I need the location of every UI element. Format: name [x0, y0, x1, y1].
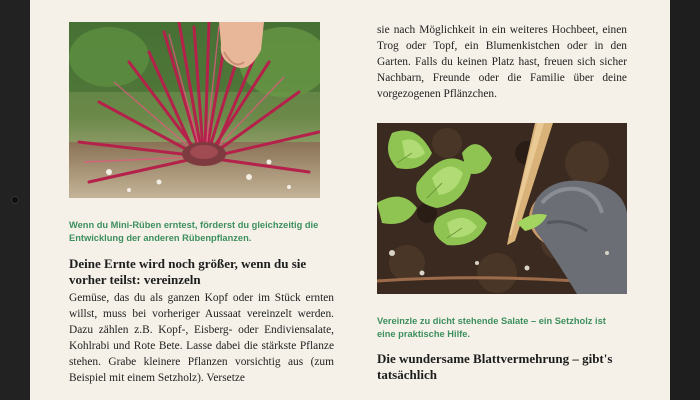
section-heading-blattvermehrung: Die wundersame Blattvermehrung – gibt's tatsächlich [377, 351, 613, 382]
lettuce-seedling-photo [377, 123, 627, 294]
tablet-bezel-left [0, 0, 30, 400]
body-paragraph-left: Gemüse, das du als ganzen Kopf oder im Stück ernten willst, muss bei vorheriger Aussaat vereinzelt werden. Dazu zählen z.B. Kopf-, Eisberg- oder Endiviensalate, Kohlrabi und Rote Bete. Lasse dabei die stärkste Pflanze stehen. Grabe kleinere Pflanzen vorsichtig aus (zum Beispiel mit einem Setzholz). Versetze [69, 292, 334, 384]
tablet-bezel-right [670, 0, 700, 400]
book-page [30, 0, 670, 400]
body-paragraph-right: sie nach Möglichkeit in ein weiteres Hochbeet, einen Trog oder Topf, ein Blumenkistchen oder in den Garten. Falls du keinen Platz hast, freuen sich sicher Nachbarn, Freunde oder die Familie über deine vorgezogenen Pflänzchen. [377, 24, 627, 100]
lettuce-photo-caption: Vereinzle zu dicht stehende Salate – ein Setzholz ist eine praktische Hilfe. [377, 316, 606, 339]
beet-photo-caption: Wenn du Mini-Rüben erntest, förderst du gleichzeitig die Entwicklung der anderen Rübenpflanzen. [69, 220, 319, 243]
beet-harvest-photo [69, 22, 320, 198]
camera-dot [11, 196, 19, 204]
section-heading-vereinzeln: Deine Ernte wird noch größer, wenn du sie vorher teilst: vereinzeln [69, 256, 307, 287]
